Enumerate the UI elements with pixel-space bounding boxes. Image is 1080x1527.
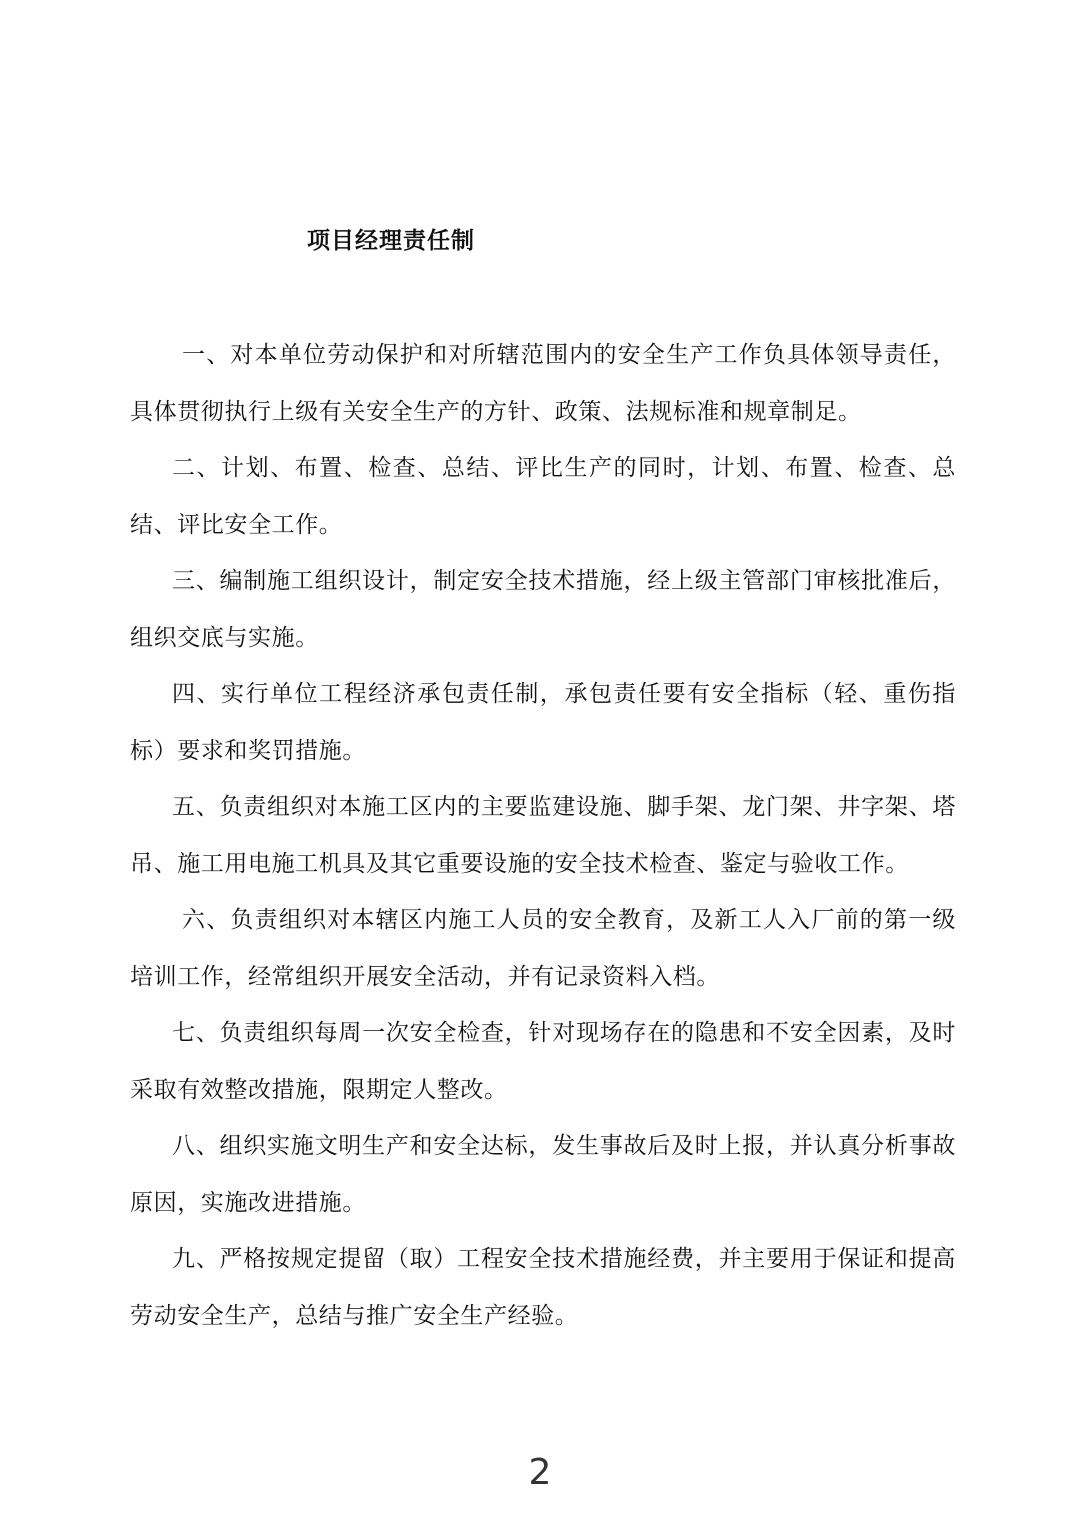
- responsibility-list: [130, 327, 956, 1344]
- list-item: 六、负责组织对本辖区内施工人员的安全教育，及新工人入厂前的第一级培训工作，经常组织开展安全活动，并有记录资料入档。: [130, 907, 956, 990]
- list-item: 一、对本单位劳动保护和对所辖范围内的安全生产工作负具体领导责任，具体贯彻执行上级有关安全生产的方针、政策、法规标准和规章制足。: [130, 342, 956, 425]
- list-item: 五、负责组织对本施工区内的主要监建设施、脚手架、龙门架、井字架、塔吊、施工用电施工机具及其它重要设施的安全技术检查、鉴定与验收工作。: [130, 794, 956, 877]
- list-item: 八、组织实施文明生产和安全达标，发生事故后及时上报，并认真分析事故原因，实施改进措施。: [130, 1133, 956, 1216]
- document-title: 项目经理责任制: [307, 228, 475, 254]
- list-item: 七、负责组织每周一次安全检查，针对现场存在的隐患和不安全因素，及时采取有效整改措施，限期定人整改。: [130, 1020, 956, 1103]
- list-item: 三、编制施工组织设计，制定安全技术措施，经上级主管部门审核批准后，组织交底与实施。: [130, 568, 956, 651]
- list-item: 二、计划、布置、检查、总结、评比生产的同时，计划、布置、检查、总结、评比安全工作。: [130, 455, 956, 538]
- list-item: 九、严格按规定提留（取）工程安全技术措施经费，并主要用于保证和提高劳动安全生产，总结与推广安全生产经验。: [130, 1246, 956, 1329]
- page-number: 2: [528, 1452, 552, 1493]
- list-item: 四、实行单位工程经济承包责任制，承包责任要有安全指标（轻、重伤指标）要求和奖罚措施。: [130, 681, 956, 764]
